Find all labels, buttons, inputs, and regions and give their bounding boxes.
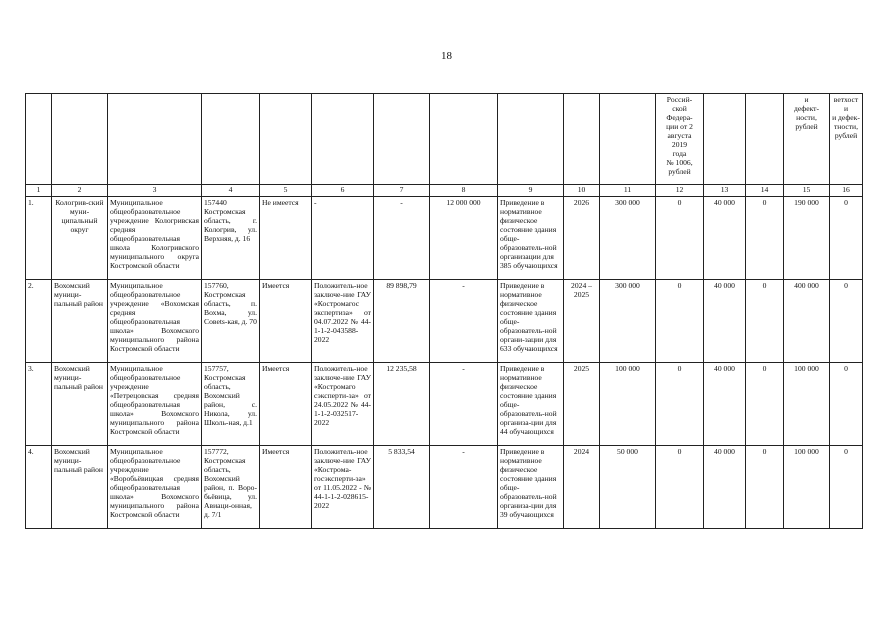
column-number: 9 xyxy=(498,185,564,197)
value-cell: 0 xyxy=(746,446,784,529)
header-cell xyxy=(374,94,430,185)
value-cell: 0 xyxy=(830,363,863,446)
row-number: 3. xyxy=(26,363,52,446)
value-cell: 50 000 xyxy=(600,446,656,529)
column-number: 15 xyxy=(784,185,830,197)
year-cell: 2024 xyxy=(564,446,600,529)
year-cell: 2026 xyxy=(564,197,600,280)
value-cell: 0 xyxy=(656,197,704,280)
header-cell-c12: Россий- ской Федера- ции от 2 августа 2019 года № 1006, рублей xyxy=(656,94,704,185)
column-number: 8 xyxy=(430,185,498,197)
header-cell xyxy=(52,94,108,185)
value-cell: 89 898,79 xyxy=(374,280,430,363)
header-cell xyxy=(260,94,312,185)
header-cell xyxy=(746,94,784,185)
expertise-cell: Положитель-ное заключе-ние ГАУ «Костромагос экспертиза» от 04.07.2022 № 44-1-1-2-043588-2022 xyxy=(312,280,374,363)
value-cell: 0 xyxy=(656,446,704,529)
column-number-row xyxy=(26,185,863,197)
purpose-cell: Приведение в нормативное физическое состояние здания обще-образователь-ной организации для 385 обучающихся xyxy=(498,197,564,280)
address-cell: 157757, Костромская область, Вохомский район, с. Никола, ул. Школь-ная, д.1 xyxy=(202,363,260,446)
value-cell: 40 000 xyxy=(704,446,746,529)
value-cell: - xyxy=(374,197,430,280)
header-cell xyxy=(430,94,498,185)
value-cell: 100 000 xyxy=(784,363,830,446)
header-cell xyxy=(26,94,52,185)
value-cell: 0 xyxy=(656,363,704,446)
column-number: 5 xyxy=(260,185,312,197)
district-cell: Кологрив-ский муни-ципальный округ xyxy=(52,197,108,280)
value-cell: 400 000 xyxy=(784,280,830,363)
district-cell: Вохомский муници-пальный район xyxy=(52,446,108,529)
value-cell: 0 xyxy=(746,197,784,280)
table-row xyxy=(26,446,863,529)
institution-cell: Муниципальное общеобразовательное учреждение «Петрецовская средняя общеобразовательная школа» Вохомского муниципального района Костромской области xyxy=(108,363,202,446)
column-number: 3 xyxy=(108,185,202,197)
value-cell: 0 xyxy=(746,280,784,363)
column-number: 2 xyxy=(52,185,108,197)
column-number: 13 xyxy=(704,185,746,197)
institution-cell: Муниципальное общеобразовательное учреждение «Вохомская средняя общеобразовательная школа» Вохомского муниципального района Костромской области xyxy=(108,280,202,363)
table-row xyxy=(26,197,863,280)
address-cell: 157760, Костромская область, п. Вохма, ул. Совets-кая, д. 70 xyxy=(202,280,260,363)
value-cell: 300 000 xyxy=(600,197,656,280)
value-cell: 40 000 xyxy=(704,197,746,280)
header-cell xyxy=(202,94,260,185)
table-row xyxy=(26,280,863,363)
header-cell xyxy=(108,94,202,185)
purpose-cell: Приведение в нормативное физическое состояние здания обще-образователь-ной организа-ции для 39 обучающихся xyxy=(498,446,564,529)
value-cell: 40 000 xyxy=(704,280,746,363)
value-cell: 100 000 xyxy=(600,363,656,446)
header-cell-c15: и дефект- ности, рублей xyxy=(784,94,830,185)
value-cell: - xyxy=(430,446,498,529)
column-number: 11 xyxy=(600,185,656,197)
value-cell: 190 000 xyxy=(784,197,830,280)
column-number: 14 xyxy=(746,185,784,197)
column-number: 4 xyxy=(202,185,260,197)
institution-cell: Муниципальное общеобразовательное учреждение «Воробьёвицкая средняя общеобразовательная школа» Вохомского муниципального района Костромской области xyxy=(108,446,202,529)
value-cell: - xyxy=(430,363,498,446)
institution-cell: Муниципальное общеобразовательное учреждение Кологривская средняя общеобразовательная школа Кологривского муниципального округа Костромской области xyxy=(108,197,202,280)
expertise-cell: - xyxy=(312,197,374,280)
header-cell xyxy=(498,94,564,185)
value-cell: 12 235,58 xyxy=(374,363,430,446)
address-cell: 157440 Костромская область, г. Кологрив, ул. Верхняя, д. 16 xyxy=(202,197,260,280)
district-cell: Вохомский муници-пальный район xyxy=(52,363,108,446)
header-row xyxy=(26,94,863,185)
column-number: 6 xyxy=(312,185,374,197)
row-number: 1. xyxy=(26,197,52,280)
page-number: 18 xyxy=(441,50,452,62)
expertise-cell: Положитель-ное заключе-ние ГАУ «Кострома-госэксперти-за» от 11.05.2022 - № 44-1-1-2-028615-2022 xyxy=(312,446,374,529)
column-number: 12 xyxy=(656,185,704,197)
data-table xyxy=(25,93,863,529)
expertise-cell: Положитель-ное заключе-ние ГАУ «Костромаго сэксперти-за» от 24.05.2022 № 44-1-1-2-032517-2022 xyxy=(312,363,374,446)
value-cell: 0 xyxy=(830,280,863,363)
value-cell: 0 xyxy=(830,197,863,280)
value-cell: 0 xyxy=(746,363,784,446)
availability-cell: Имеется xyxy=(260,446,312,529)
header-cell-c16: ветхости и дефек- тности, рублей xyxy=(830,94,863,185)
row-number: 4. xyxy=(26,446,52,529)
header-cell xyxy=(704,94,746,185)
column-number: 16 xyxy=(830,185,863,197)
column-number: 1 xyxy=(26,185,52,197)
address-cell: 157772, Костромская область, Вохомский район, п. Воро-бьёвица, ул. Авиаци-онная, д. 7/1 xyxy=(202,446,260,529)
purpose-cell: Приведение в нормативное физическое состояние здания обще-образователь-ной органи-зации для 633 обучающихся xyxy=(498,280,564,363)
purpose-cell: Приведение в нормативное физическое состояние здания обще-образователь-ной организа-ции для 44 обучающихся xyxy=(498,363,564,446)
availability-cell: Имеется xyxy=(260,280,312,363)
district-cell: Вохомский муници-пальный район xyxy=(52,280,108,363)
value-cell: 100 000 xyxy=(784,446,830,529)
value-cell: 0 xyxy=(830,446,863,529)
header-cell xyxy=(600,94,656,185)
row-number: 2. xyxy=(26,280,52,363)
header-cell xyxy=(564,94,600,185)
availability-cell: Имеется xyxy=(260,363,312,446)
value-cell: 5 833,54 xyxy=(374,446,430,529)
availability-cell: Не имеется xyxy=(260,197,312,280)
value-cell: 40 000 xyxy=(704,363,746,446)
column-number: 7 xyxy=(374,185,430,197)
table-row xyxy=(26,363,863,446)
year-cell: 2024 – 2025 xyxy=(564,280,600,363)
value-cell: - xyxy=(430,280,498,363)
year-cell: 2025 xyxy=(564,363,600,446)
value-cell: 12 000 000 xyxy=(430,197,498,280)
column-number: 10 xyxy=(564,185,600,197)
value-cell: 0 xyxy=(656,280,704,363)
value-cell: 300 000 xyxy=(600,280,656,363)
header-cell xyxy=(312,94,374,185)
